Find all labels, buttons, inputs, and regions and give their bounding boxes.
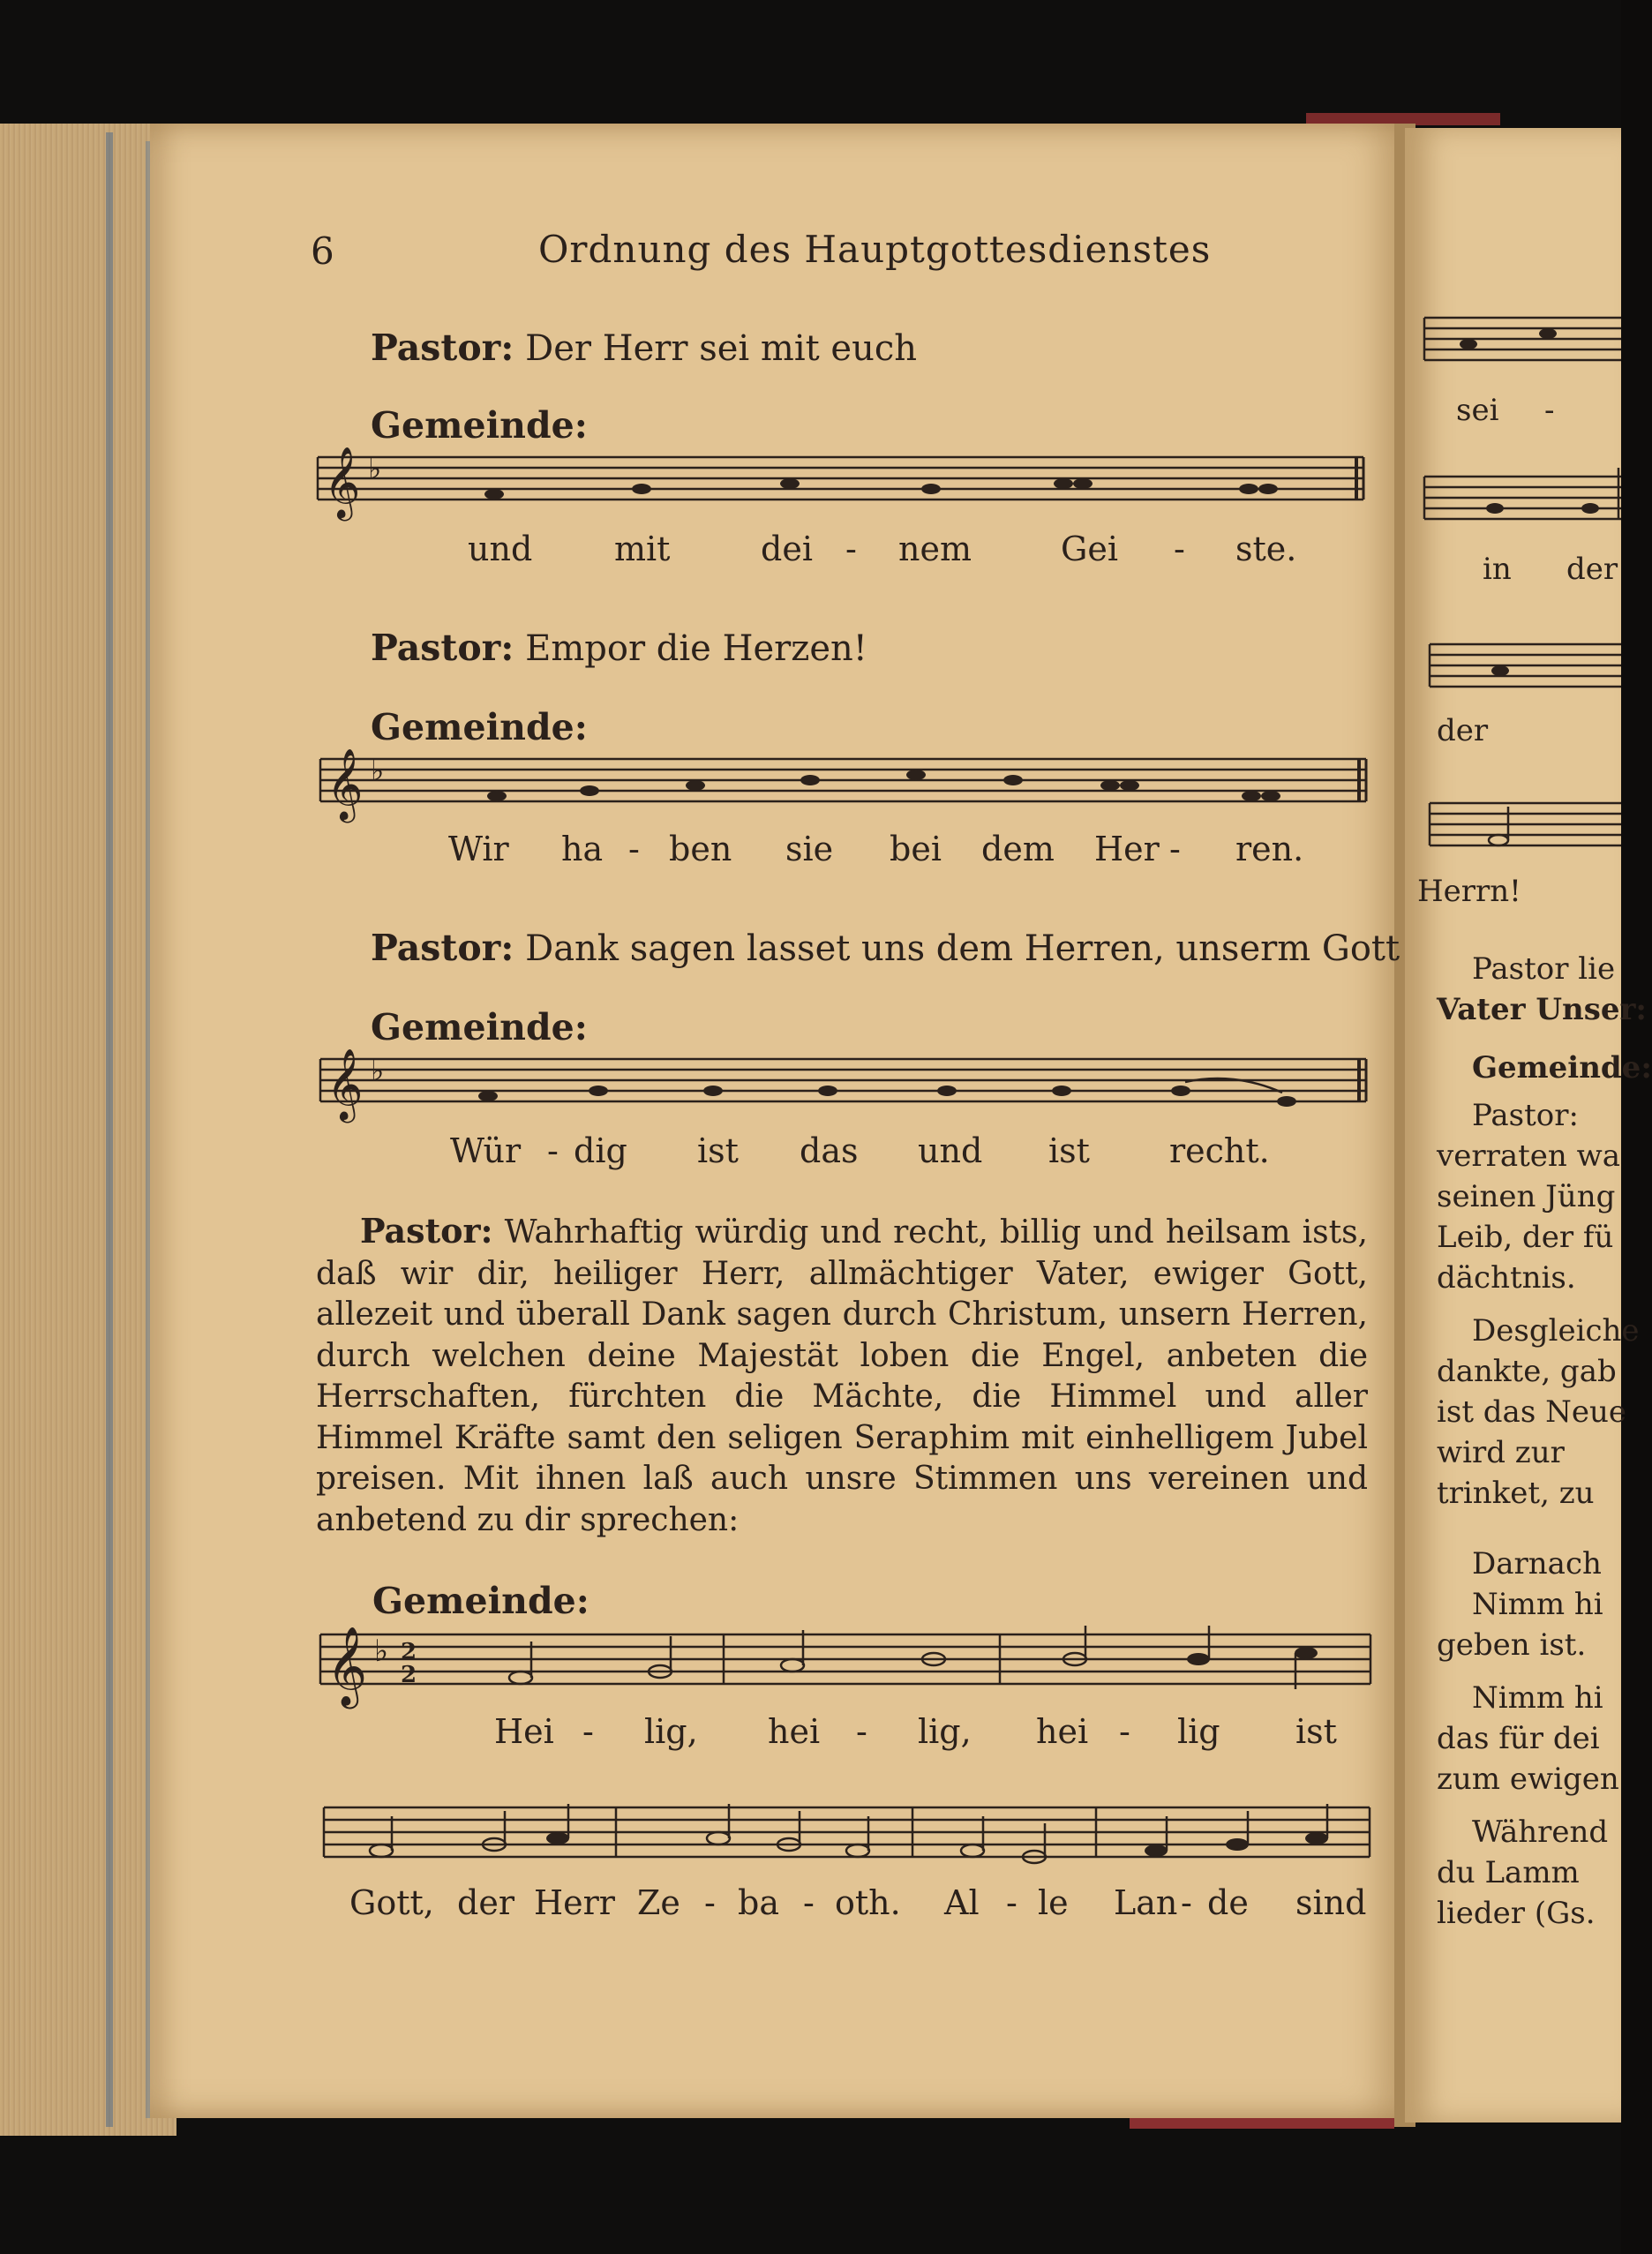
- lyric-hyphen: -: [1544, 393, 1555, 428]
- lyric: le: [1038, 1883, 1069, 1922]
- pastor-text: Der Herr sei mit euch: [525, 328, 918, 369]
- lyric: hei: [768, 1712, 821, 1751]
- right-page-text: lieder (Gs.: [1437, 1896, 1596, 1931]
- lyric: ha: [561, 830, 604, 868]
- svg-text:2: 2: [401, 1639, 417, 1665]
- lyric: der: [1437, 713, 1489, 748]
- lyric: sie: [785, 830, 834, 868]
- music-staff-fragment: [1423, 468, 1621, 538]
- music-staff: [313, 448, 1372, 528]
- lyric: recht.: [1169, 1131, 1270, 1170]
- role-label: Pastor:: [371, 327, 514, 369]
- congregation-label: Gemeinde:: [371, 706, 588, 748]
- lyric: lig: [1177, 1712, 1220, 1751]
- svg-text:𝄞: 𝄞: [327, 748, 364, 820]
- lyric-hyphen: -: [845, 530, 857, 568]
- svg-text:♭: ♭: [371, 754, 385, 787]
- lyric: ste.: [1235, 530, 1297, 568]
- lyric: Herrn!: [1417, 874, 1521, 909]
- right-page-text: Darnach: [1472, 1546, 1602, 1582]
- lyric: Gei: [1061, 530, 1118, 568]
- right-page-text: Während: [1472, 1814, 1609, 1850]
- lyric-hyphen: -: [1169, 830, 1181, 868]
- pastor-line: [371, 927, 1400, 969]
- page-number: 6: [311, 229, 334, 273]
- lyric: Hei: [494, 1712, 554, 1751]
- right-page-text: Nimm hi: [1472, 1587, 1603, 1622]
- right-page-text: Pastor lie: [1472, 951, 1616, 987]
- lyric: in: [1483, 552, 1512, 587]
- binding-edge: [1130, 2118, 1394, 2129]
- right-page-text: seinen Jüng: [1437, 1179, 1616, 1214]
- congregation-label: Gemeinde:: [372, 1580, 589, 1622]
- right-page-text: Vater Unser:: [1437, 992, 1647, 1027]
- lyric: Lan: [1114, 1883, 1178, 1922]
- lyric: dig: [574, 1131, 627, 1170]
- lyric: nem: [898, 530, 972, 568]
- svg-text:𝄞: 𝄞: [327, 1048, 364, 1120]
- book-cover-bottom: [0, 2109, 1621, 2254]
- congregation-label: Gemeinde:: [371, 1006, 588, 1048]
- right-page-text: Nimm hi: [1472, 1680, 1603, 1716]
- role-label: Pastor:: [371, 627, 514, 669]
- lyric: lig,: [918, 1712, 972, 1751]
- lyric: Her: [1094, 830, 1160, 868]
- lyric-hyphen: -: [628, 830, 640, 868]
- music-staff-fragment: [1423, 309, 1621, 379]
- svg-text:𝄞: 𝄞: [324, 446, 361, 518]
- right-page-text: Desgleiche: [1472, 1313, 1640, 1349]
- lyric: de: [1207, 1883, 1249, 1922]
- svg-text:♭: ♭: [371, 1054, 385, 1087]
- pastor-line: [371, 327, 917, 369]
- music-staff-fragment: [1428, 635, 1621, 706]
- pastor-text: Dank sagen lasset uns dem Herren, unserm Gott: [525, 928, 1400, 969]
- svg-text:𝄞: 𝄞: [327, 1627, 368, 1706]
- lyric: ist: [1048, 1131, 1090, 1170]
- right-page-text: ist das Neue: [1437, 1394, 1626, 1430]
- lyric: dei: [761, 530, 813, 568]
- lyric-hyphen: -: [704, 1883, 716, 1922]
- pastor-text: Empor die Herzen!: [525, 628, 867, 669]
- lyric: hei: [1036, 1712, 1089, 1751]
- music-staff: [316, 1626, 1375, 1723]
- music-staff: [316, 1050, 1375, 1130]
- music-staff-fragment: [1428, 794, 1621, 865]
- lyric: der: [457, 1883, 514, 1922]
- right-page-text: Gemeinde:: [1472, 1050, 1652, 1086]
- lyric-hyphen: -: [1006, 1883, 1017, 1922]
- right-page-text: verraten wa: [1437, 1138, 1620, 1174]
- role-label: Pastor:: [360, 1211, 493, 1251]
- page-edge-stain: [106, 132, 113, 2127]
- lyric: sei: [1456, 393, 1499, 428]
- right-page-text: das für dei: [1437, 1721, 1600, 1756]
- lyric-hyphen: -: [1119, 1712, 1130, 1751]
- lyric: ben: [669, 830, 732, 868]
- lyric: Ze: [637, 1883, 680, 1922]
- lyric: Wir: [448, 830, 509, 868]
- lyric: der: [1566, 552, 1618, 587]
- lyric-hyphen: -: [803, 1883, 815, 1922]
- music-staff: [316, 750, 1375, 830]
- lyric: ba: [738, 1883, 779, 1922]
- right-page-text: du Lamm: [1437, 1855, 1580, 1890]
- lyric: Al: [944, 1883, 980, 1922]
- right-page-text: dächtnis.: [1437, 1260, 1576, 1296]
- svg-text:♭: ♭: [368, 452, 382, 485]
- preface-text: Wahrhaftig würdig und recht, billig und heilsam ists, daß wir dir, heiliger Herr, allmächtiger Vater, ewiger Gott, allezeit und überall Dank sagen durch Christum, unsern Herren, durch welchen deine Majestät loben die Engel, anbeten die Herrschaften, fürchten die Mächte, die Himmel und aller Himmel Kräfte samt den seligen Seraphim mit einhelligem Jubel preisen. Mit ihnen laß auch unsre Stimmen uns vereinen und anbetend zu dir sprechen:: [316, 1214, 1368, 1538]
- lyric: sind: [1295, 1883, 1367, 1922]
- lyric: ren.: [1235, 830, 1304, 868]
- svg-text:2: 2: [401, 1662, 417, 1688]
- right-page-text: Leib, der fü: [1437, 1220, 1614, 1255]
- right-page-text: trinket, zu: [1437, 1476, 1595, 1511]
- lyric: Herr: [534, 1883, 615, 1922]
- lyric: oth.: [835, 1883, 901, 1922]
- lyric-hyphen: -: [582, 1712, 594, 1751]
- lyric-hyphen: -: [1174, 530, 1185, 568]
- lyric-hyphen: -: [856, 1712, 867, 1751]
- congregation-label: Gemeinde:: [371, 404, 588, 447]
- right-page-text: geben ist.: [1437, 1627, 1587, 1663]
- lyric: bei: [890, 830, 942, 868]
- lyric-hyphen: -: [547, 1131, 559, 1170]
- lyric: mit: [614, 530, 671, 568]
- lyric: ist: [697, 1131, 739, 1170]
- lyric: dem: [981, 830, 1055, 868]
- lyric: Wür: [450, 1131, 522, 1170]
- right-page-text: Pastor:: [1472, 1098, 1579, 1133]
- preface-paragraph: [316, 1211, 1368, 1541]
- pastor-line: [371, 627, 867, 669]
- svg-text:♭: ♭: [374, 1634, 389, 1669]
- running-head: Ordnung des Hauptgottesdienstes: [538, 228, 1212, 271]
- lyric: und: [918, 1131, 983, 1170]
- right-page-text: zum ewigen: [1437, 1762, 1619, 1797]
- right-page-text: dankte, gab: [1437, 1354, 1617, 1389]
- right-page-text: wird zur: [1437, 1435, 1565, 1470]
- lyric: lig,: [644, 1712, 698, 1751]
- lyric: das: [800, 1131, 859, 1170]
- lyric: Gott,: [349, 1883, 434, 1922]
- lyric: ist: [1295, 1712, 1337, 1751]
- lyric: und: [468, 530, 533, 568]
- role-label: Pastor:: [371, 927, 514, 969]
- music-staff: [319, 1799, 1378, 1878]
- lyric-hyphen: -: [1181, 1883, 1192, 1922]
